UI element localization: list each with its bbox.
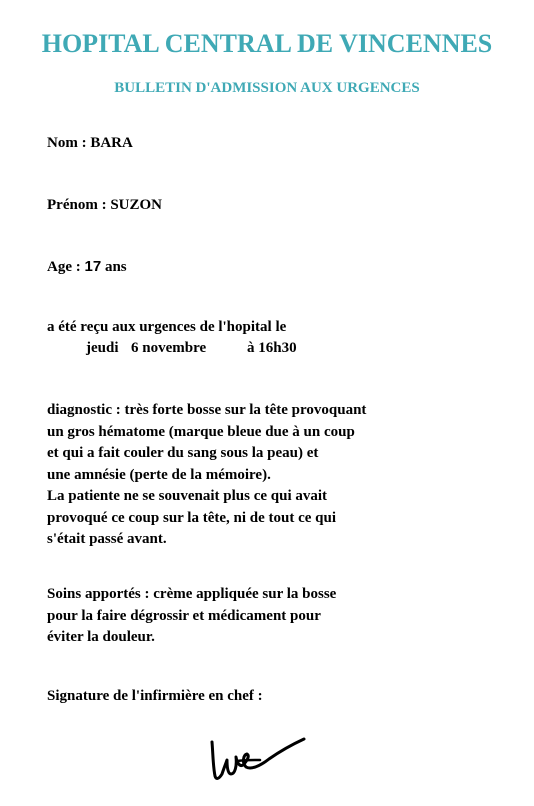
handwritten-signature — [204, 730, 314, 788]
soins-line: Soins apportés : crème appliquée sur la bosse — [47, 586, 337, 602]
signature-label: Signature de l'infirmière en chef : — [47, 688, 263, 704]
admission-day: jeudi — [86, 340, 119, 356]
nom-label: Nom : — [47, 135, 91, 151]
admission-date-line — [86, 340, 297, 357]
prenom-label: Prénom : — [47, 197, 111, 213]
age-field — [47, 258, 127, 276]
nom-field — [47, 135, 133, 152]
prenom-value: SUZON — [110, 197, 162, 213]
hospital-name: HOPITAL CENTRAL DE VINCENNES — [41, 29, 493, 58]
diagnostic-line: La patiente ne se souvenait plus ce qui avait — [47, 488, 328, 504]
diagnostic-line: un gros hématome (marque bleue due à un coup — [47, 423, 355, 440]
document-title: BULLETIN D'ADMISSION AUX URGENCES — [114, 80, 420, 96]
age-unit: ans — [101, 259, 127, 275]
soins-paragraph — [47, 584, 336, 649]
diagnostic-paragraph — [47, 400, 366, 551]
diagnostic-line: provoqué ce coup sur la tête, ni de tout ce qui — [47, 509, 337, 526]
age-value: 17 — [84, 258, 102, 275]
prenom-field — [47, 197, 162, 214]
diagnostic-line: une amnésie (perte de la mémoire). — [47, 466, 271, 483]
diagnostic-line: diagnostic : très forte bosse sur la tête provoquant — [47, 402, 367, 418]
diagnostic-line: s'était passé avant. — [47, 531, 167, 547]
admission-text: a été reçu aux urgences de l'hopital le — [47, 319, 287, 335]
nom-value: BARA — [90, 135, 133, 151]
age-label: Age : — [47, 259, 85, 275]
admission-time: à 16h30 — [247, 340, 297, 356]
admission-date: 6 novembre — [131, 340, 207, 356]
soins-line: éviter la douleur. — [47, 629, 155, 645]
diagnostic-line: et qui a fait couler du sang sous la peau) et — [47, 445, 319, 461]
soins-line: pour la faire dégrossir et médicament pour — [47, 607, 321, 624]
